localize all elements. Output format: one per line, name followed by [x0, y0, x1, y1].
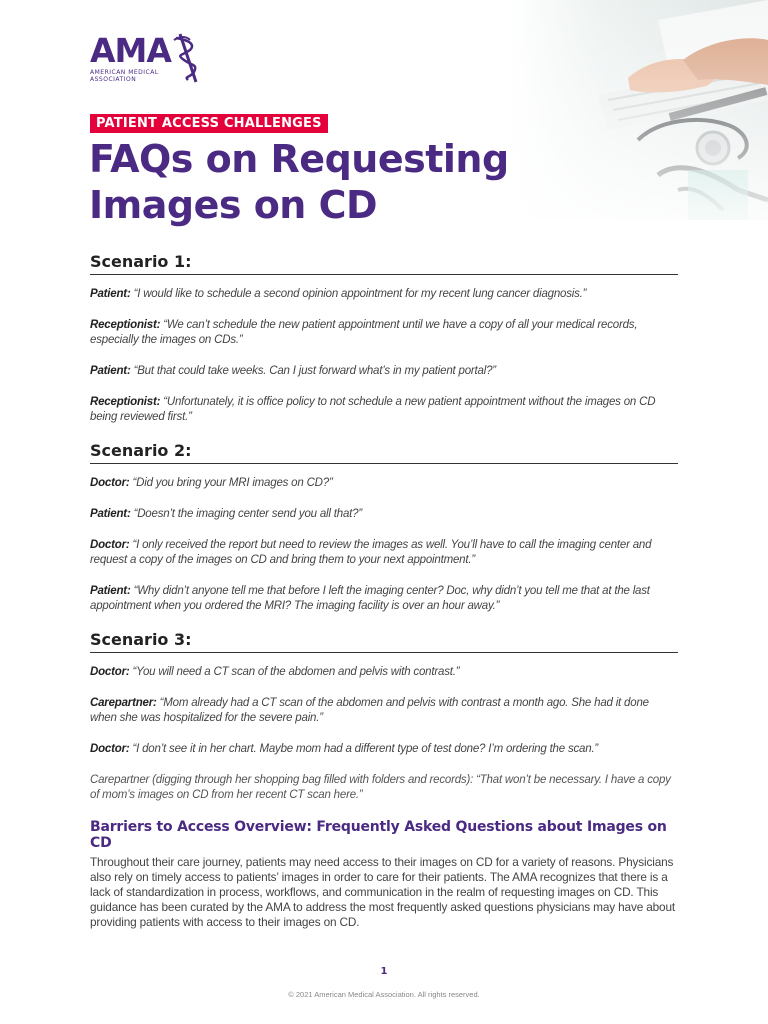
ama-logo — [90, 31, 190, 83]
title-line2: Images on CD — [89, 183, 378, 227]
dialog-text: “Did you bring your MRI images on CD?” — [129, 477, 333, 489]
document-body — [90, 252, 678, 930]
dialog-line — [90, 742, 678, 757]
dialog-text: “I don’t see it in her chart. Maybe mom had a different type of test done? I’m ordering the scan.” — [129, 743, 599, 755]
dialog-text: “Mom already had a CT scan of the abdomen and pelvis with contrast a month ago. She had it done when she was hospitalized for the severe pain.” — [90, 697, 649, 724]
logo-subtitle-line2: ASSOCIATION — [90, 76, 137, 83]
speaker-label: Doctor: — [90, 666, 130, 678]
title-line1: FAQs on Requesting — [89, 137, 509, 181]
dialog-line — [90, 395, 678, 425]
header-photo — [508, 0, 768, 220]
overview-body: Throughout their care journey, patients may need access to their images on CD for a variety of reasons. Physicians also rely on timely access to patients’ images in order to care for their patients. The AMA recognizes that there is a lack of standardization in process, workflows, and communication in the realm of requesting images on CD. This guidance has been curated by the AMA to address the most frequently asked questions physicians may have about providing patients with access to their images on CD. — [90, 855, 676, 929]
dialog-line — [90, 507, 678, 522]
speaker-label: Patient: — [90, 508, 131, 520]
dialog-text: “I would like to schedule a second opinion appointment for my recent lung cancer diagnosis.” — [130, 288, 587, 300]
dialog-line — [90, 364, 678, 379]
dialog-text: “I only received the report but need to review the images as well. You’ll have to call the imaging center and request a copy of the images on CD and bring them to your next appointment.” — [90, 539, 652, 566]
speaker-label: Doctor: — [90, 539, 130, 551]
dialog-text: “You will need a CT scan of the abdomen and pelvis with contrast.” — [129, 666, 460, 678]
dialog-line — [90, 584, 678, 614]
overview-section — [90, 819, 678, 930]
narration-text: Carepartner (digging through her shopping bag filled with folders and records): “That won’t be necessary. I have a copy of mom’s images on CD from her recent CT scan here.” — [90, 774, 671, 801]
overview-heading: Barriers to Access Overview: Frequently Asked Questions about Images on CD — [90, 819, 667, 851]
speaker-label: Doctor: — [90, 477, 130, 489]
page-number: 1 — [380, 966, 388, 977]
dialog-line — [90, 665, 678, 680]
dialog-line — [90, 538, 678, 568]
dialog-text: “Why didn’t anyone tell me that before I left the imaging center? Doc, why didn’t you tell me that at the last appointment when you ordered the MRI? The imaging facility is over an hour away.” — [90, 585, 650, 612]
scenario-3 — [90, 630, 678, 803]
logo-subtitle-line1: AMERICAN MEDICAL — [90, 69, 159, 76]
scenario-heading: Scenario 3: — [90, 630, 678, 653]
speaker-label: Patient: — [90, 585, 131, 597]
dialog-line — [90, 287, 678, 302]
copyright-notice: © 2021 American Medical Association. All rights reserved. — [288, 990, 480, 999]
dialog-text: “We can’t schedule the new patient appointment until we have a copy of all your medical records, especially the images on CDs.” — [90, 319, 638, 346]
speaker-label: Doctor: — [90, 743, 130, 755]
category-banner: PATIENT ACCESS CHALLENGES — [90, 114, 328, 133]
dialog-text: “Doesn’t the imaging center send you all that?” — [130, 508, 362, 520]
scenario-1 — [90, 252, 678, 425]
scenario-2 — [90, 441, 678, 614]
speaker-label: Receptionist: — [90, 396, 161, 408]
scenario-heading: Scenario 2: — [90, 441, 678, 464]
dialog-line — [90, 476, 678, 491]
dialog-line — [90, 696, 678, 726]
speaker-label: Receptionist: — [90, 319, 161, 331]
dialog-text: “Unfortunately, it is office policy to not schedule a new patient appointment without the images on CD being reviewed first.” — [90, 396, 656, 423]
dialog-line — [90, 318, 678, 348]
staff-of-asclepius-icon — [170, 32, 206, 89]
dialog-text: “But that could take weeks. Can I just forward what’s in my patient portal?” — [130, 365, 496, 377]
speaker-label: Patient: — [90, 288, 131, 300]
page-title — [89, 136, 509, 228]
scenario-heading: Scenario 1: — [90, 252, 678, 275]
logo-wordmark: AMA — [90, 31, 171, 70]
speaker-label: Carepartner: — [90, 697, 157, 709]
speaker-label: Patient: — [90, 365, 131, 377]
